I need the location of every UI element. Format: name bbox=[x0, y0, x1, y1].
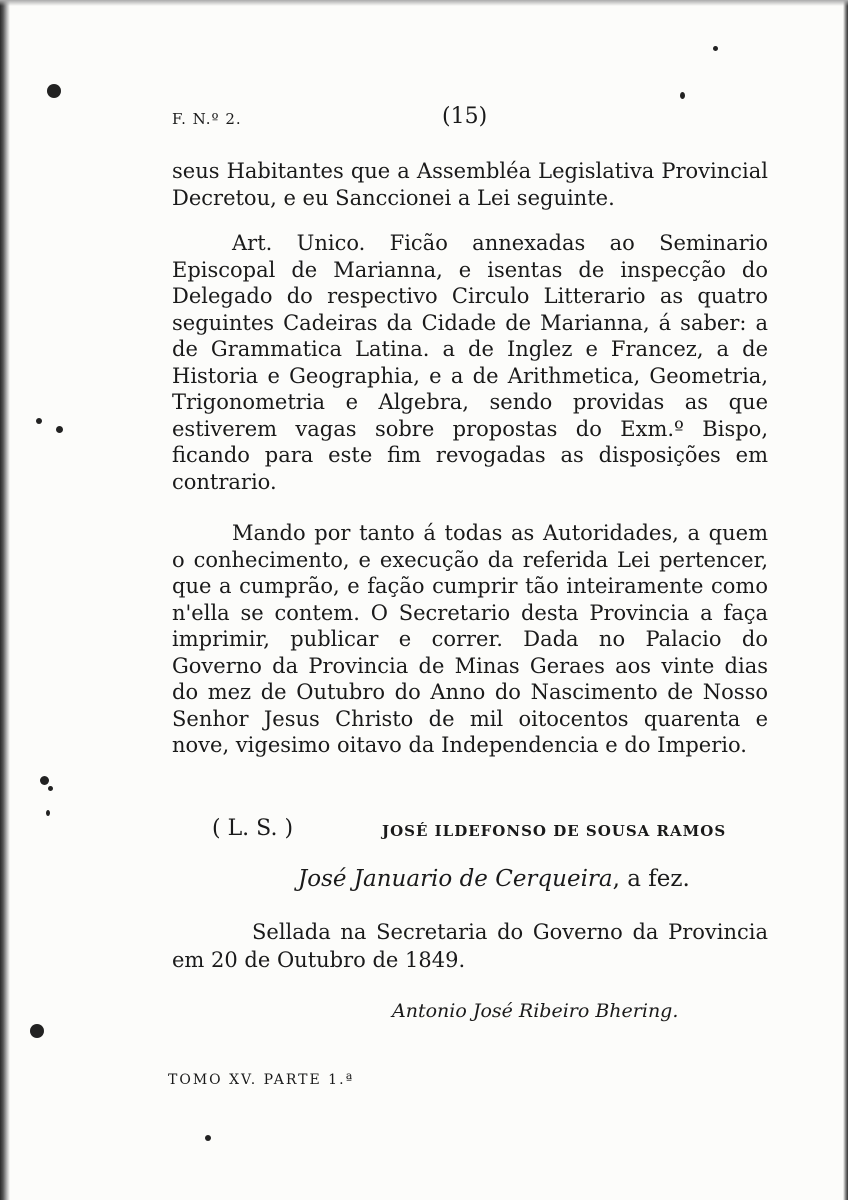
page-edge-left bbox=[0, 0, 10, 1200]
page-header bbox=[172, 104, 692, 134]
ink-speck bbox=[713, 46, 718, 51]
article-paragraph bbox=[172, 230, 768, 495]
page-number: (15) bbox=[442, 104, 488, 129]
volume-footer: TOMO XV. PARTE 1.ª bbox=[168, 1072, 355, 1088]
article-text: Art. Unico. Ficão annexadas ao Seminario Episcopal de Marianna, e isentas de inspecção do Delegado do respectivo Circulo Litterario as quatro seguintes Cadeiras da Cidade de Marianna, á saber: a de Grammatica Latina. a de Inglez e Francez, a de Historia e Geographia, e a de Arithmetica, Geometria, Trigonometria e Algebra, sendo providas as que estiverem vagas sobre propostas do Exm.º Bispo, ficando para este fim revogadas as disposições em contrario. bbox=[172, 231, 768, 494]
page-edge-right bbox=[843, 0, 848, 1200]
opening-paragraph bbox=[172, 158, 768, 211]
seal-mark: ( L. S. ) bbox=[212, 816, 294, 841]
mando-paragraph bbox=[172, 520, 768, 759]
ink-speck bbox=[48, 786, 53, 791]
ink-speck bbox=[36, 418, 42, 424]
registrar-signature: Antonio José Ribeiro Bhering. bbox=[392, 1000, 679, 1022]
clerk-line bbox=[298, 866, 690, 892]
ink-speck bbox=[30, 1024, 44, 1038]
opening-text: seus Habitantes que a Assembléa Legislativa Provincial Decretou, e eu Sanccionei a Lei seguinte. bbox=[172, 159, 768, 210]
signature-mark: F. N.º 2. bbox=[172, 110, 242, 128]
sealed-note: Sellada na Secretaria do Governo da Provincia em 20 de Outubro de 1849. bbox=[172, 920, 768, 972]
clerk-name: José Januario de Cerqueira bbox=[298, 866, 613, 892]
governor-signature: JOSÉ ILDEFONSO DE SOUSA RAMOS bbox=[382, 822, 727, 840]
mando-text: Mando por tanto á todas as Autoridades, a quem o conhecimento, e execução da referida Lei pertencer, que a cumprão, e fação cumprir tão inteiramente como n'ella se contem. O Secretario desta Provincia a faça imprimir, publicar e correr. Dada no Palacio do Governo da Provincia de Minas Geraes aos vinte dias do mez de Outubro do Anno do Nascimento de Nosso Senhor Jesus Christo de mil oitocentos quarenta e nove, vigesimo oitavo da Independencia e do Imperio. bbox=[172, 521, 768, 757]
ink-speck bbox=[56, 426, 63, 433]
page-edge-top bbox=[0, 0, 848, 6]
ink-speck bbox=[47, 84, 61, 98]
ink-speck bbox=[40, 776, 49, 785]
ink-speck bbox=[680, 92, 685, 99]
ink-speck bbox=[46, 810, 50, 816]
clerk-suffix: , a fez. bbox=[612, 866, 690, 892]
ink-speck bbox=[205, 1135, 211, 1141]
